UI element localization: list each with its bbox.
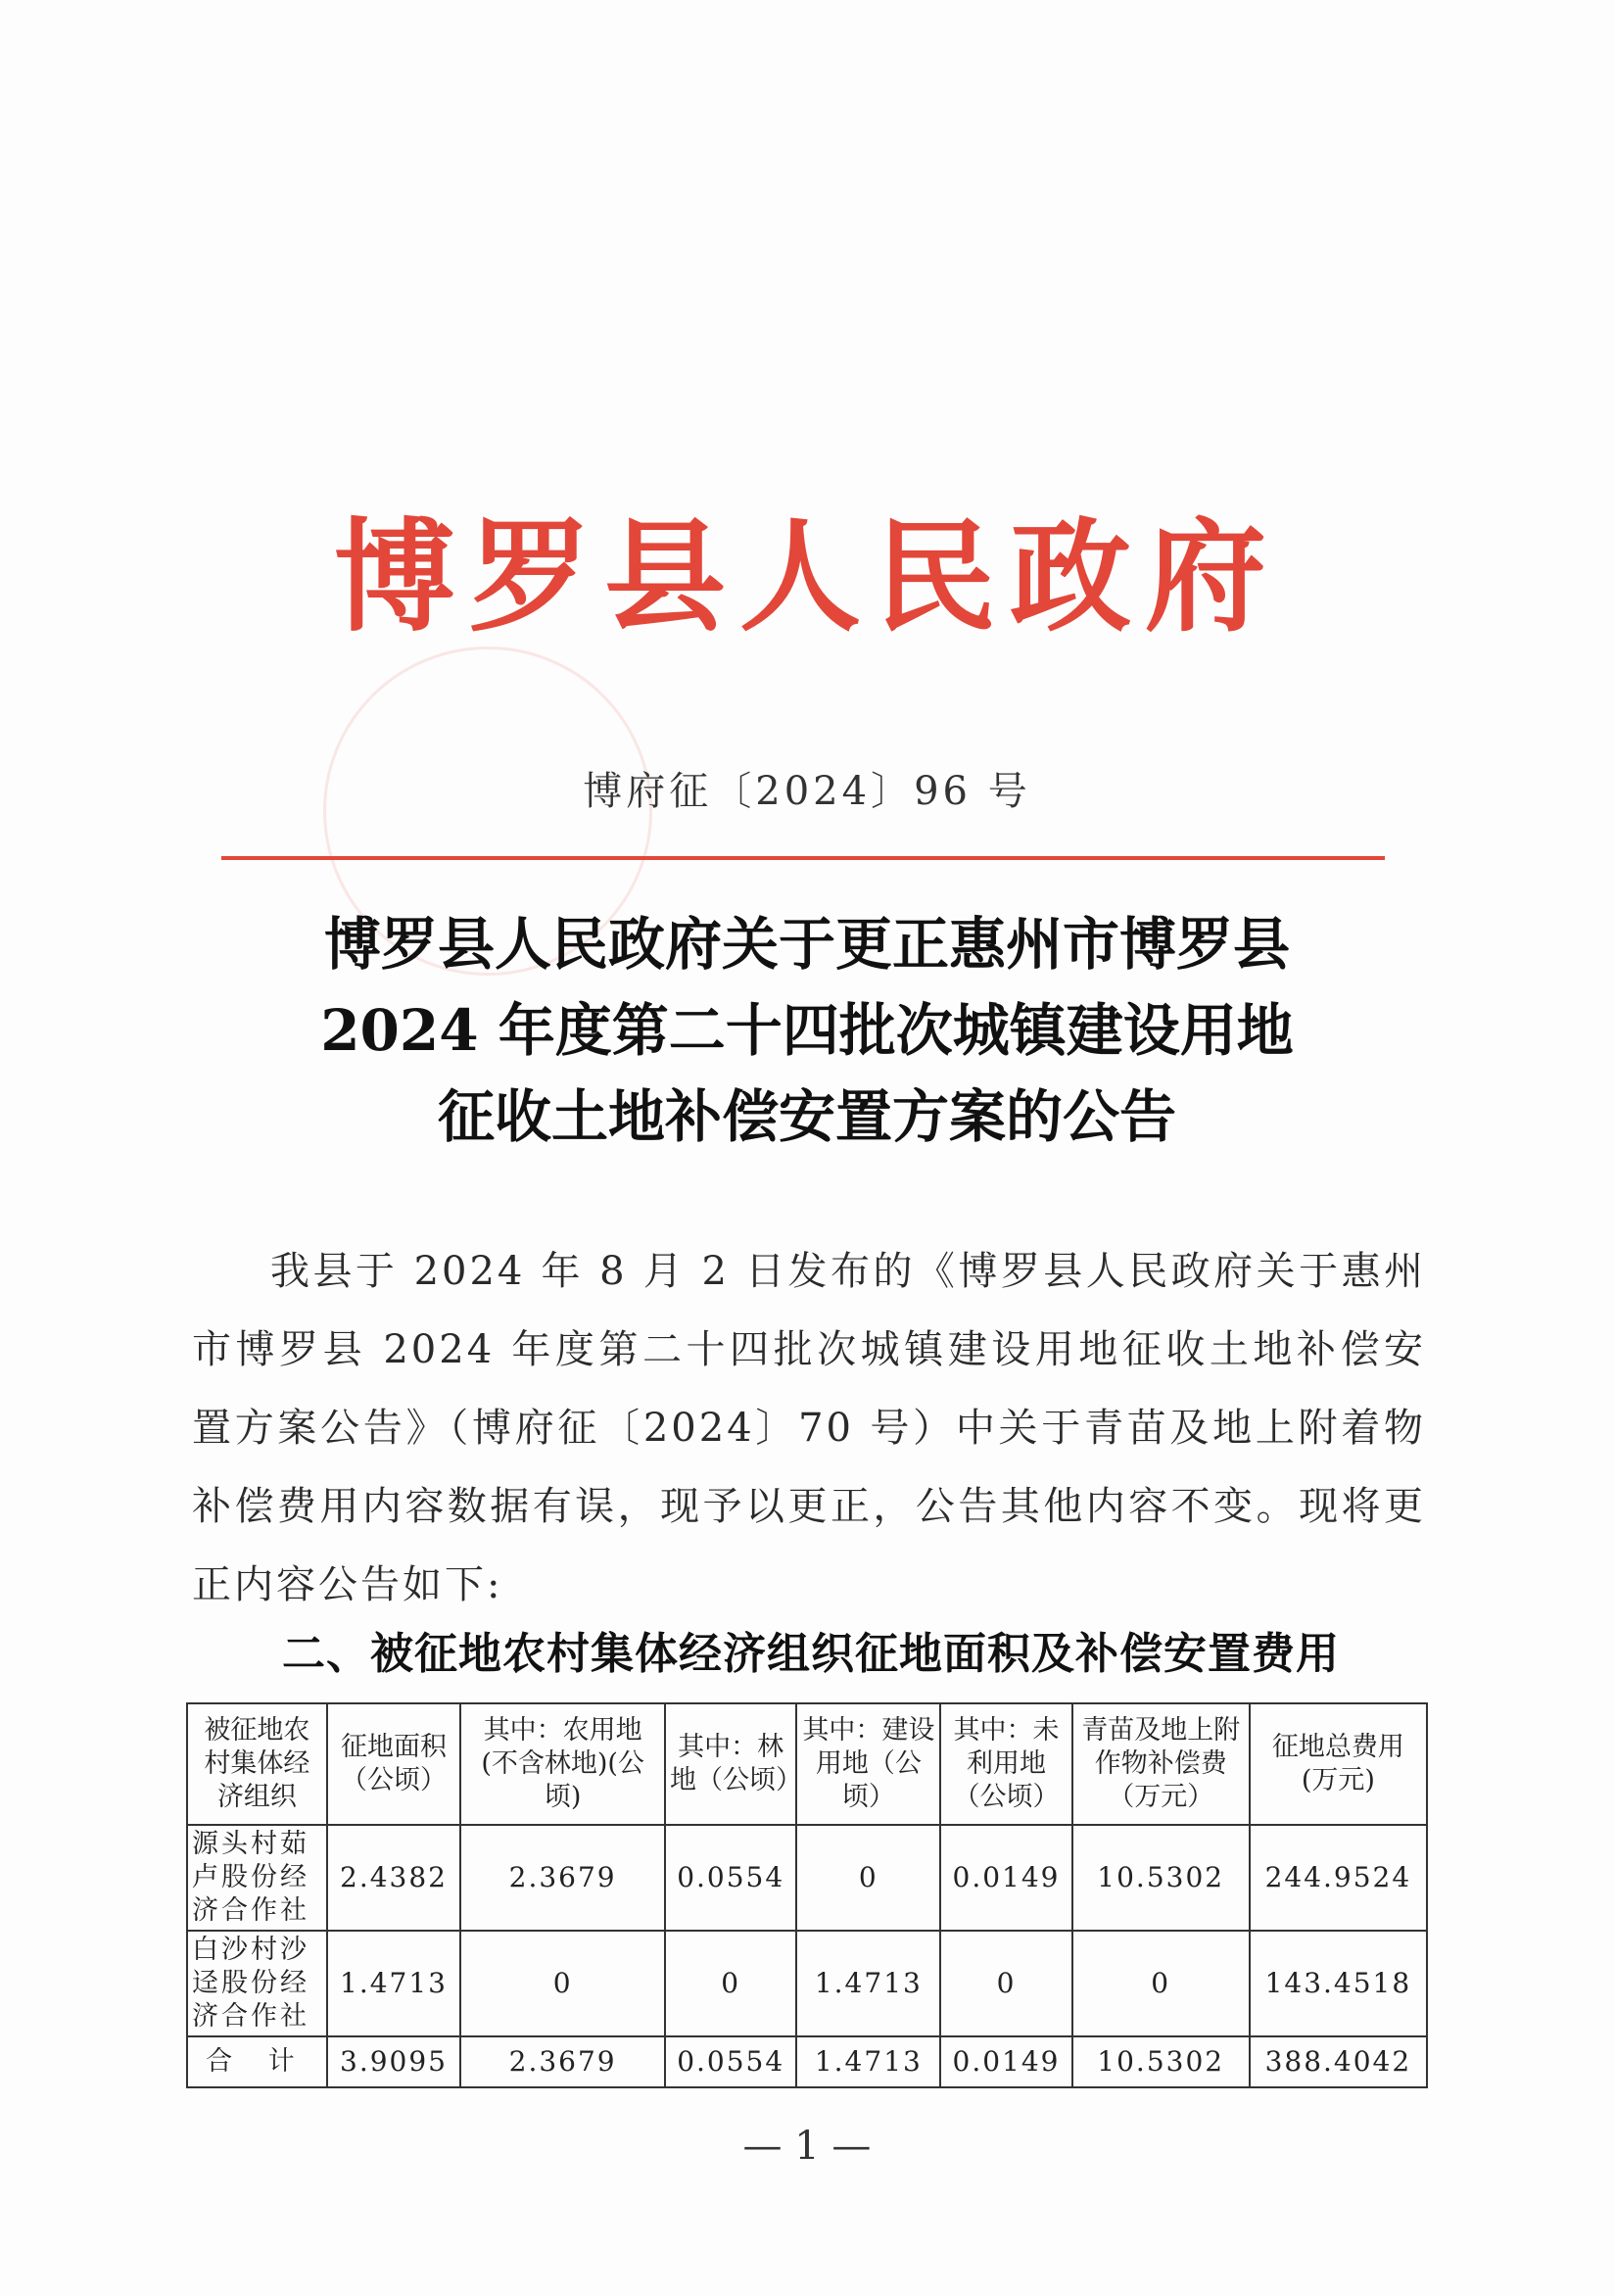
- header-cell-total-cost: 征地总费用(万元): [1250, 1703, 1427, 1825]
- table-row: [187, 1825, 1427, 1931]
- total-cell: 1.4713: [796, 2036, 940, 2087]
- table-header-row: [187, 1703, 1427, 1825]
- row-cell: 0.0554: [665, 1825, 796, 1931]
- page-number: — 1 —: [742, 2124, 872, 2169]
- row-cell: 10.5302: [1072, 1825, 1250, 1931]
- total-label: 合 计: [187, 2036, 327, 2087]
- row-cell: 1.4713: [327, 1931, 460, 2036]
- row-cell: 2.4382: [327, 1825, 460, 1931]
- row-cell: 0: [665, 1931, 796, 2036]
- header-cell-farmland: 其中：农用地(不含林地)(公顷): [460, 1703, 665, 1825]
- notice-title: [0, 901, 1614, 1160]
- document-number: 博府征〔2024〕96 号: [583, 769, 1031, 814]
- row-cell: 0: [940, 1931, 1071, 2036]
- total-cell: 0.0554: [665, 2036, 796, 2087]
- row-cell: 244.9524: [1250, 1825, 1427, 1931]
- row-cell: 0.0149: [940, 1825, 1071, 1931]
- total-cell: 10.5302: [1072, 2036, 1250, 2087]
- notice-title-line-1: 博罗县人民政府关于更正惠州市博罗县: [323, 911, 1290, 978]
- red-divider-line: [221, 856, 1385, 860]
- row-cell: 143.4518: [1250, 1931, 1427, 2036]
- row-organization-name: 白沙村沙迳股份经济合作社: [187, 1931, 327, 2036]
- total-cell: 0.0149: [940, 2036, 1071, 2087]
- notice-title-line-2: 2024 年度第二十四批次城镇建设用地: [320, 997, 1294, 1064]
- header-cell-organization: 被征地农村集体经济组织: [187, 1703, 327, 1825]
- compensation-table: [186, 1702, 1428, 2088]
- table-total-row: [187, 2036, 1427, 2087]
- row-cell: 0: [460, 1931, 665, 2036]
- notice-title-line-3: 征收土地补偿安置方案的公告: [437, 1083, 1176, 1150]
- row-organization-name: 源头村茹卢股份经济合作社: [187, 1825, 327, 1931]
- row-cell: 0: [1072, 1931, 1250, 2036]
- header-cell-crop-compensation: 青苗及地上附作物补偿费（万元）: [1072, 1703, 1250, 1825]
- header-cell-unused-land: 其中：未利用地（公顷）: [940, 1703, 1071, 1825]
- total-cell: 388.4042: [1250, 2036, 1427, 2087]
- issuer-heading: 博罗县人民政府: [333, 506, 1280, 648]
- row-cell: 1.4713: [796, 1931, 940, 2036]
- header-cell-construction-land: 其中：建设用地（公顷）: [796, 1703, 940, 1825]
- notice-body-paragraph: 我县于 2024 年 8 月 2 日发布的《博罗县人民政府关于惠州市博罗县 2024 年度第二十四批次城镇建设用地征收土地补偿安置方案公告》（博府征〔2024〕70 号）中关于青苗及地上附着物补偿费用内容数据有误，现予以更正，公告其他内容不变。现将更正内容公告如下:: [192, 1249, 1426, 1607]
- row-cell: 2.3679: [460, 1825, 665, 1931]
- total-cell: 2.3679: [460, 2036, 665, 2087]
- header-cell-total-area: 征地面积（公顷）: [327, 1703, 460, 1825]
- section-heading: 二、被征地农村集体经济组织征地面积及补偿安置费用: [282, 1629, 1340, 1679]
- row-cell: 0: [796, 1825, 940, 1931]
- table-row: [187, 1931, 1427, 2036]
- total-cell: 3.9095: [327, 2036, 460, 2087]
- header-cell-forest: 其中：林地（公顷）: [665, 1703, 796, 1825]
